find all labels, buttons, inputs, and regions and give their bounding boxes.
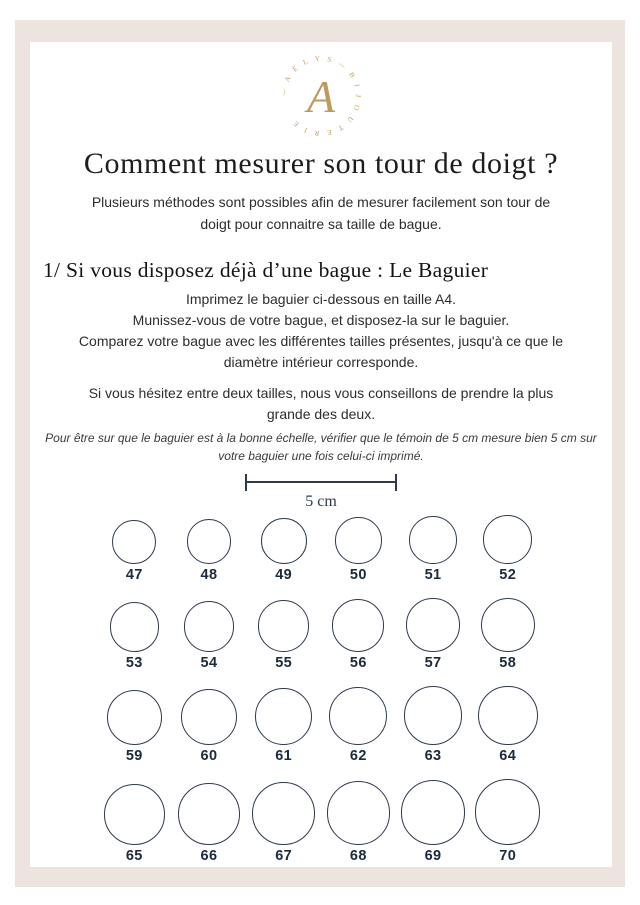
brand-logo — [277, 55, 365, 137]
instruction-line: Imprimez le baguier ci-dessous en taille A4. — [185, 291, 457, 307]
brand-arc-text: — A É L Y S — B I J O U T E R I E — [279, 54, 363, 138]
ring-circle — [329, 687, 387, 745]
ring-cell — [246, 688, 321, 765]
ring-circle — [406, 598, 459, 651]
ring-circle — [107, 690, 162, 745]
ring-circle — [181, 689, 237, 745]
ring-circle — [481, 598, 535, 652]
ring-size-label: 48 — [200, 566, 218, 583]
ring-sizer-rows — [30, 515, 612, 865]
ring-cell — [246, 782, 321, 865]
ring-size-label: 68 — [349, 847, 367, 864]
instruction-line: diamètre intérieur corresponde. — [223, 354, 419, 370]
ring-row — [30, 686, 612, 766]
ring-circle — [258, 600, 309, 651]
scale-bar — [245, 474, 397, 491]
ring-cell — [321, 687, 396, 765]
ring-cell — [470, 515, 545, 584]
ring-size-label: 53 — [125, 654, 143, 671]
ring-cell — [172, 601, 247, 671]
ring-size-label: 52 — [499, 566, 517, 583]
ring-row — [30, 779, 612, 864]
ring-size-label: 54 — [200, 654, 218, 671]
intro-line: doigt pour connaitre sa taille de bague. — [200, 215, 442, 232]
ring-size-label: 58 — [499, 654, 517, 671]
ring-cell — [470, 686, 545, 766]
ring-size-label: 65 — [125, 847, 143, 864]
ring-size-label: 67 — [275, 847, 293, 864]
ring-row — [30, 515, 612, 584]
ring-circle — [184, 601, 234, 651]
ring-cell — [396, 780, 471, 864]
ring-size-label: 55 — [275, 654, 293, 671]
ring-cell — [97, 520, 172, 584]
advice-line: grande des deux. — [266, 406, 376, 422]
ring-circle — [409, 516, 457, 564]
ring-cell — [470, 779, 545, 864]
ring-circle — [104, 784, 165, 845]
ring-cell — [396, 598, 471, 671]
document-page — [30, 42, 612, 867]
ring-cell — [396, 516, 471, 584]
ring-size-label: 57 — [424, 654, 442, 671]
scale-reference — [30, 474, 612, 511]
ring-size-label: 61 — [275, 748, 293, 765]
ring-size-label: 51 — [424, 566, 442, 583]
ring-cell — [321, 517, 396, 584]
instruction-line: Munissez-vous de votre bague, et disposez-la sur le baguier. — [132, 312, 510, 328]
ring-size-label: 59 — [125, 748, 143, 765]
ring-circle — [475, 779, 540, 844]
ring-size-label: 50 — [349, 566, 367, 583]
ring-size-label: 63 — [424, 748, 442, 765]
ring-size-label: 60 — [200, 748, 218, 765]
note-line: votre baguier une fois celui-ci imprimé. — [218, 448, 424, 463]
ring-size-label: 62 — [349, 748, 367, 765]
ring-size-label: 70 — [499, 847, 517, 864]
page-title: Comment mesurer son tour de doigt ? — [83, 147, 559, 180]
ring-cell — [396, 686, 471, 765]
instructions-paragraph — [30, 289, 612, 373]
ring-size-label: 64 — [499, 748, 517, 765]
ring-cell — [172, 519, 247, 584]
ring-cell — [246, 600, 321, 671]
ring-cell — [321, 781, 396, 864]
ring-cell — [97, 690, 172, 765]
advice-paragraph — [30, 383, 612, 425]
intro-line: Plusieurs méthodes sont possibles afin de mesurer facilement son tour de — [91, 194, 551, 210]
scale-label: 5 cm — [305, 493, 337, 510]
ring-circle — [255, 688, 312, 745]
ring-circle — [332, 599, 384, 651]
ring-cell — [172, 689, 247, 765]
ring-circle — [401, 780, 465, 844]
ring-circle — [327, 781, 390, 844]
decorative-frame — [15, 20, 625, 887]
ring-size-label: 66 — [200, 847, 218, 864]
ring-circle — [483, 515, 532, 564]
ring-circle — [178, 783, 240, 845]
ring-circle — [335, 517, 382, 564]
section-heading: 1/ Si vous disposez déjà d’une bague : Le Baguier — [43, 258, 489, 282]
ring-circle — [261, 518, 307, 564]
instruction-line: Comparez votre bague avec les différentes tailles présentes, jusqu'à ce que le — [78, 333, 564, 349]
advice-line: Si vous hésitez entre deux tailles, nous vous conseillons de prendre la plus — [88, 385, 554, 401]
ring-size-label: 49 — [275, 566, 293, 583]
brand-monogram: A — [306, 71, 336, 122]
intro-paragraph — [30, 192, 612, 235]
ring-row — [30, 598, 612, 672]
ring-circle — [110, 602, 159, 651]
ring-cell — [97, 602, 172, 671]
ring-circle — [112, 520, 156, 564]
note-line: Pour être sur que le baguier est à la bonne échelle, vérifier que le témoin de 5 cm mesure bien 5 cm sur — [45, 431, 597, 445]
scale-check-note — [30, 430, 612, 465]
ring-circle — [252, 782, 315, 845]
ring-size-label: 47 — [125, 566, 143, 583]
ring-cell — [246, 518, 321, 584]
ring-cell — [470, 598, 545, 672]
ring-cell — [97, 784, 172, 865]
ring-cell — [172, 783, 247, 865]
ring-circle — [404, 686, 463, 745]
ring-cell — [321, 599, 396, 671]
ring-circle — [478, 686, 538, 746]
ring-size-label: 69 — [424, 847, 442, 864]
ring-size-label: 56 — [349, 654, 367, 671]
ring-circle — [187, 519, 232, 564]
